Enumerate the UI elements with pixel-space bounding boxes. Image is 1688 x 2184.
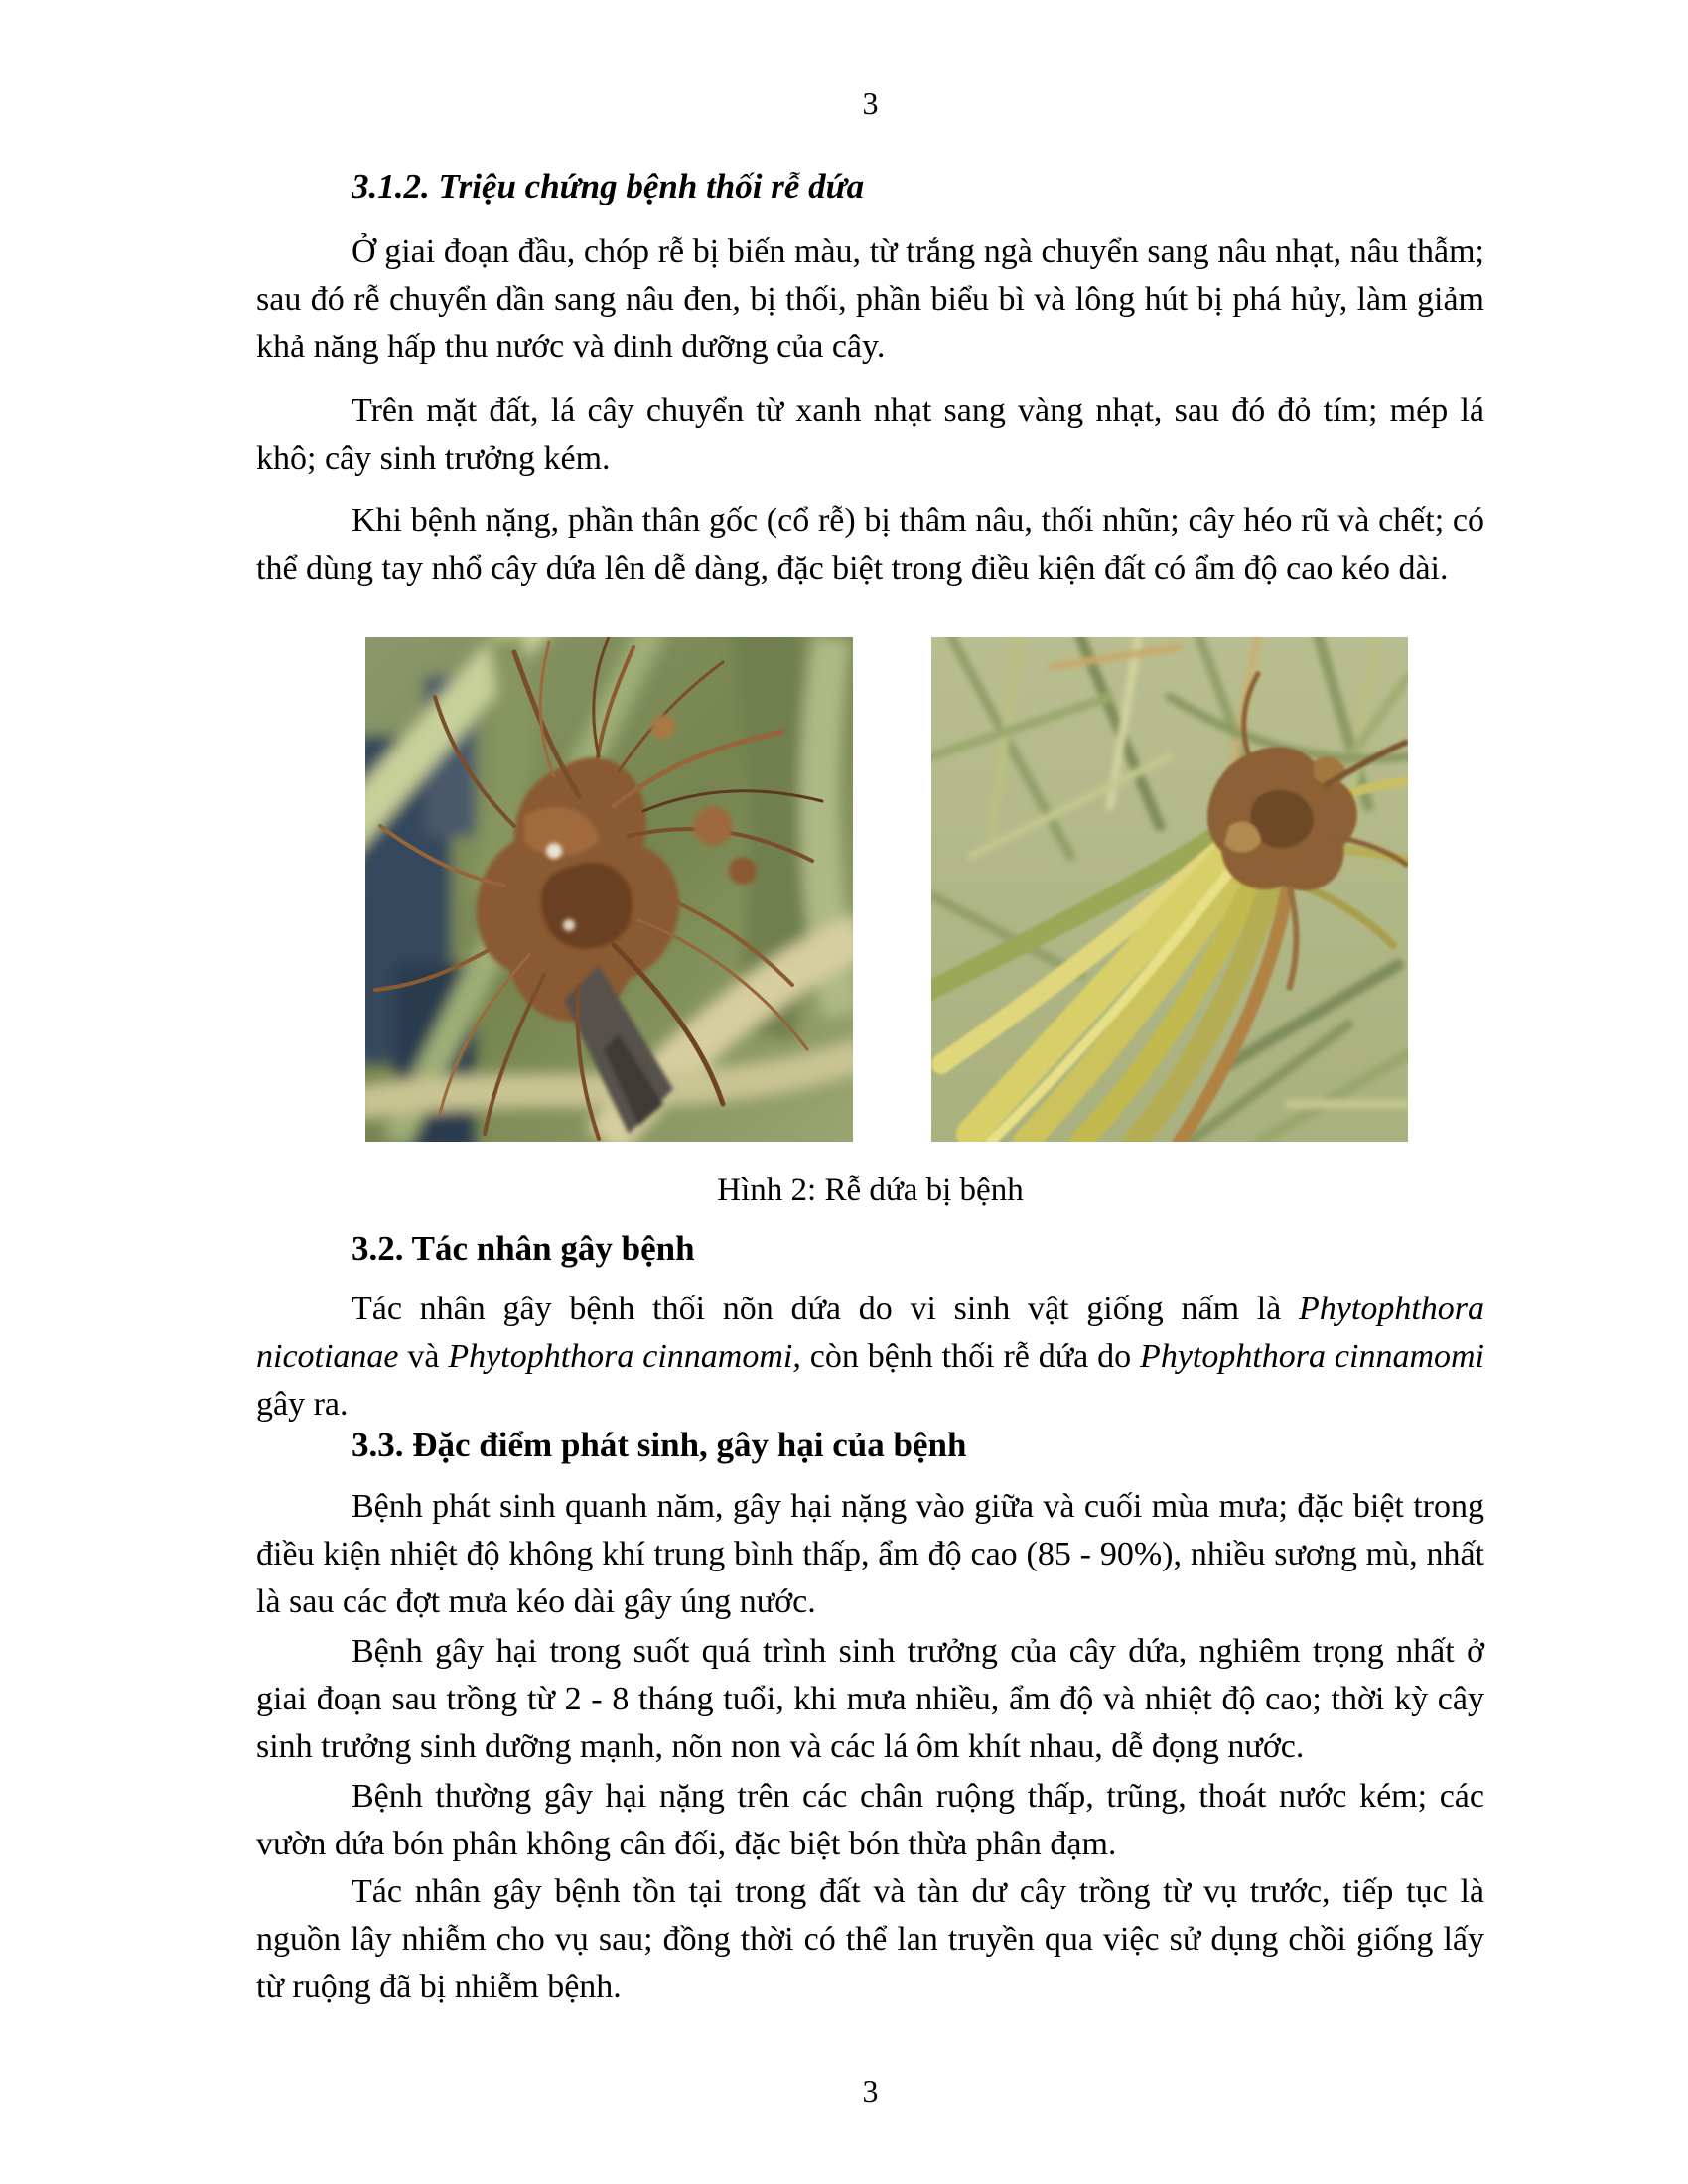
- paragraph-leaf-symptoms: Trên mặt đất, lá cây chuyển từ xanh nhạt sang vàng nhạt, sau đó đỏ tím; mép lá khô; cây sinh trưởng kém.: [256, 392, 1484, 477]
- page-number-top: 3: [862, 85, 879, 121]
- diseased-roots-illustration: [365, 637, 853, 1142]
- paragraph-pathogen: Tác nhân gây bệnh thối nõn dứa do vi sinh vật giống nấm là Phytophthora nicotianae và Phytophthora cinnamomi, còn bệnh thối rễ dứa do Phytophthora cinnamomi gây ra.: [256, 1291, 1485, 1423]
- paragraph-root-symptoms: Ở giai đoạn đầu, chóp rễ bị biến màu, từ trắng ngà chuyển sang nâu nhạt, nâu thẫm; sau đó rễ chuyển dần sang nâu đen, bị thối, phần biểu bì và lông hút bị phá hủy, làm giảm khả năng hấp thu nước và dinh dưỡng của cây.: [256, 233, 1484, 365]
- figure-right-photo: [931, 637, 1408, 1142]
- page-number-bottom: 3: [862, 2073, 879, 2109]
- figure-caption: Hình 2: Rễ dứa bị bệnh: [717, 1172, 1024, 1208]
- section-heading-3-1-2: 3.1.2. Triệu chứng bệnh thối rễ dứa: [352, 167, 865, 205]
- paragraph-pathogen-survival: Tác nhân gây bệnh tồn tại trong đất và tàn dư cây trồng từ vụ trước, tiếp tục là nguồn lây nhiễm cho vụ sau; đồng thời có thể lan truyền qua việc sử dụng chồi giống lấy từ ruộng đã bị nhiễm bệnh.: [256, 1873, 1484, 2005]
- figure-left-photo: [365, 637, 853, 1142]
- section-heading-3-3: 3.3. Đặc điểm phát sinh, gây hại của bệnh: [352, 1426, 967, 1464]
- section-heading-3-2: 3.2. Tác nhân gây bệnh: [352, 1229, 695, 1268]
- paragraph-occurrence-conditions: Bệnh phát sinh quanh năm, gây hại nặng vào giữa và cuối mùa mưa; đặc biệt trong điều kiện nhiệt độ không khí trung bình thấp, ẩm độ cao (85 - 90%), nhiều sương mù, nhất là sau các đợt mưa kéo dài gây úng nước.: [256, 1488, 1484, 1620]
- paragraph-growth-stage-damage: Bệnh gây hại trong suốt quá trình sinh trưởng của cây dứa, nghiêm trọng nhất ở giai đoạn sau trồng từ 2 - 8 tháng tuổi, khi mưa nhiều, ẩm độ và nhiệt độ cao; thời kỳ cây sinh trưởng sinh dưỡng mạnh, nõn non và các lá ôm khít nhau, dễ đọng nước.: [256, 1633, 1484, 1765]
- paragraph-field-conditions: Bệnh thường gây hại nặng trên các chân ruộng thấp, trũng, thoát nước kém; các vườn dứa bón phân không cân đối, đặc biệt bón thừa phân đạm.: [256, 1778, 1484, 1862]
- wilted-plant-illustration: [931, 637, 1408, 1142]
- paragraph-severe-symptoms: Khi bệnh nặng, phần thân gốc (cổ rễ) bị thâm nâu, thối nhũn; cây héo rũ và chết; có thể dùng tay nhổ cây dứa lên dễ dàng, đặc biệt trong điều kiện đất có ẩm độ cao kéo dài.: [256, 502, 1484, 587]
